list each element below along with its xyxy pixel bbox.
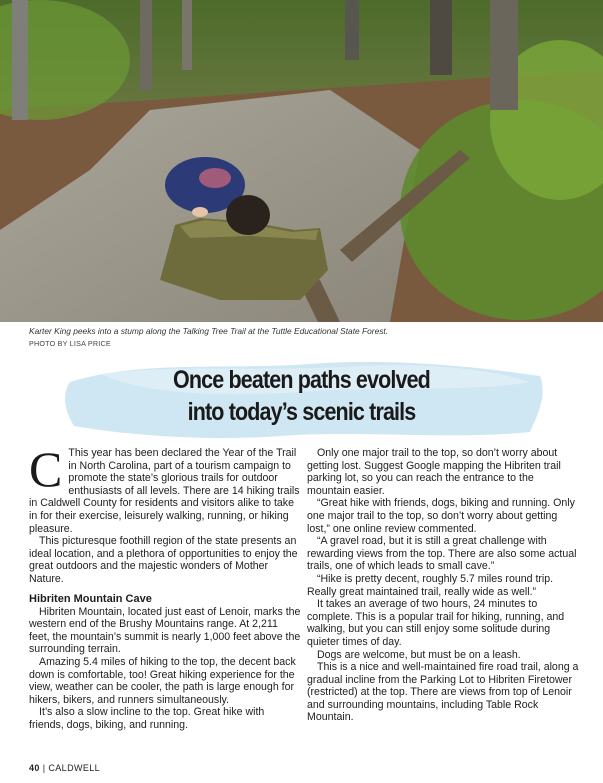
paragraph: This is a nice and well-maintained fire road trail, along a gradual incline from the Parking Lot to Hibriten Firetower (restricted) at the top. There are views from top of Lenoir and surrounding mountains, including Table Rock Mountain. [307, 661, 579, 724]
paragraph: “A gravel road, but it is still a great challenge with rewarding views from the top. There are also some actual trails, one of which leads to small cave.” [307, 535, 577, 573]
headline-line-1: Once beaten paths evolved [173, 366, 430, 394]
photo-caption: Karter King peeks into a stump along the Talking Tree Trail at the Tuttle Educational State Forest. [29, 326, 389, 336]
paragraph: Hibriten Mountain, located just east of Lenoir, marks the western end of the Brushy Mountains range. At 2,211 feet, the mountain’s summit is nearly 1,000 feet above the surrounding terrain. [29, 605, 301, 656]
forest-trail-illustration [0, 0, 603, 322]
paragraph: Only one major trail to the top, so don’t worry about getting lost. Suggest Google mapping the Hibriten trail parking lot, so you can reach the entrance to the mountain easier. [307, 447, 561, 497]
paragraph: “Hike is pretty decent, roughly 5.7 miles round trip. Really great maintained trail, really wide as well.” [307, 572, 554, 598]
publication-name: CALDWELL [48, 763, 101, 773]
page-number: 40 [29, 763, 40, 773]
hero-photo [0, 0, 603, 322]
section-subhead: Hibriten Mountain Cave [29, 592, 152, 605]
paragraph: This picturesque foothill region of the state presents an ideal location, and a plethora of opportunities to enjoy the great outdoors and the majestic wonders of Mother Nature. [29, 535, 298, 585]
headline [42, 364, 561, 428]
headline-line-2: into today’s scenic trails [187, 398, 416, 426]
paragraph: Dogs are welcome, but must be on a leash. [317, 648, 521, 661]
paragraph: Amazing 5.4 miles of hiking to the top, the decent back down is comfortable, too! Great hiking experience for the view, weather can be cooler, the path is large enough for hikers, bikers, and runners simultaneously. [29, 655, 296, 706]
drop-cap: C [29, 441, 63, 497]
photo-credit: PHOTO BY LISA PRICE [29, 339, 111, 348]
paragraph: It takes an average of two hours, 24 minutes to complete. This is a popular trail for hiking, running, and walking, but you can still enjoy some solitude during quieter times of day. [307, 598, 565, 648]
paragraph: “Great hike with friends, dogs, biking and running. Only one major trail to the top, so don’t worry about getting lost,” one online review commented. [307, 497, 575, 535]
footer-separator: | [42, 763, 46, 773]
right-column [307, 447, 579, 724]
paragraph: This year has been declared the Year of the Trail in North Carolina, part of a tourism campaign to promote the state’s glorious trails for outdoor enthusiasts of all levels. There are 14 hiking trails in Caldwell County for residents and visitors alike to take in for their exercise, leisurely walking, running, or hiking pleasure. [29, 447, 300, 535]
paragraph: It’s also a slow incline to the top. Great hike with friends, dogs, biking, and running. [29, 706, 265, 731]
left-column [29, 441, 301, 731]
page-footer [29, 763, 100, 773]
